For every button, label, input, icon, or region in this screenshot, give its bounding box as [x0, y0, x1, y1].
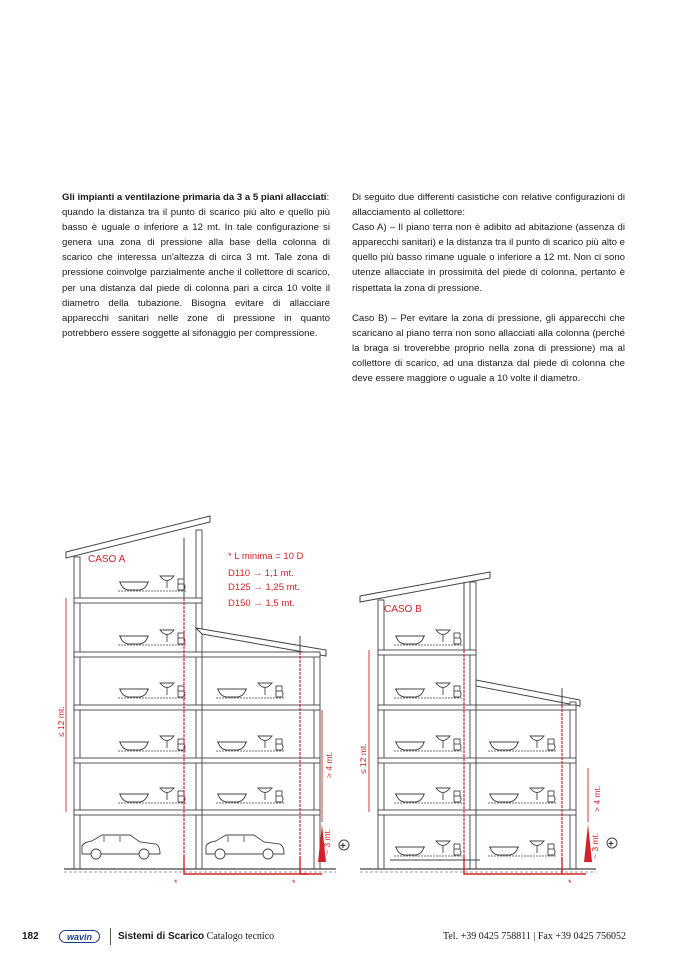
- page-number: 182: [22, 931, 39, 942]
- plus-symbol: +: [340, 841, 346, 852]
- left-column: [62, 190, 330, 341]
- collector-star: *: [174, 878, 178, 888]
- building-diagrams: [56, 512, 630, 892]
- catalog-title: Sistemi di Scarico Catalogo tecnico: [118, 931, 275, 942]
- case-a-label: CASO A: [88, 554, 126, 565]
- page-footer: [0, 925, 678, 949]
- legend-line: D110 → 1,1 mt.: [228, 568, 294, 579]
- left-paragraph: Gli impianti a ventilazione primaria da 3 a 5 piani allacciati: quando la distanza tra il punto di scarico più alto e quello più basso è uguale o inferiore a 12 mt. In tale configurazione si genera una zona di pressione alla base della colonna di scarico che interessa un'altezza di circa 3 mt. Tale zona di pressione coinvolge parzialmente anche il collettore di scarico, per una distanza dal piede di colonna pari a circa 10 volte il diametro della tubazione. Bisogna evitare di allacciare apparecchi sanitari nelle zone di pressione in quanto potrebbero essere soggette al sifonaggio per compressione.: [62, 192, 330, 339]
- case-a-building: [64, 516, 336, 874]
- left-body: quando la distanza tra il punto di scarico più alto e quello più basso è uguale o inferiore a 12 mt. In tale configurazione si genera una zona di pressione alla base della colonna di scarico che interessa un'altezza di circa 3 mt. Tale zona di pressione coinvolge parzialmente anche il collettore di scarico, per una distanza dal piede di colonna pari a circa 10 volte il diametro della tubazione. Bisogna evitare di allacciare apparecchi sanitari nelle zone di pressione in quanto potrebbero essere soggette al sifonaggio per compressione.: [62, 207, 330, 339]
- footer-divider: [110, 928, 111, 945]
- intro-paragraph: Di seguito due differenti casistiche con relative configurazioni di allacciamento al collettore:: [352, 192, 625, 219]
- collector-star: *: [292, 878, 296, 888]
- wavin-logo: wavin: [59, 930, 100, 943]
- case-b-label: CASO B: [384, 604, 422, 615]
- dimension-3m: ~ 3 mt.: [322, 828, 332, 855]
- dimension-12m: ≤ 12 mt.: [358, 743, 368, 774]
- plus-symbol: +: [608, 839, 614, 850]
- section-heading: Gli impianti a ventilazione primaria da 3 a 5 piani allacciati: [62, 192, 327, 203]
- case-b-paragraph: Caso B) – Per evitare la zona di pressione, gli apparecchi che scaricano al piano terra non sono allacciati alla colonna (perché la braga si troverebbe proprio nella zona di pressione) ma al collettore di scarico, ad una distanza dal piede di colonna che deve essere maggiore o uguale a 10 volte il diametro.: [352, 312, 625, 385]
- case-a-paragraph: Caso A) – Il piano terra non è adibito ad abitazione (assenza di apparecchi sanitari) e la distanza tra il punto di scarico più alto e quello più basso rimane uguale o inferiore a 12 mt. Non ci sono utenze allacciate in prossimità del piede di colonna, pertanto è rispettata la zona di pressione.: [352, 222, 625, 294]
- dimension-12m: ≤ 12 mt.: [56, 706, 66, 737]
- legend-line: * L minima = 10 D: [228, 551, 304, 562]
- dimension-3m: ~ 3 mt.: [590, 832, 600, 859]
- dimension-4m: > 4 mt.: [324, 751, 334, 778]
- right-column: [352, 190, 625, 386]
- legend-line: D150 → 1,5 mt.: [228, 598, 295, 609]
- legend-line: D125 → 1,25 mt.: [228, 582, 300, 593]
- case-b-building: [360, 572, 596, 874]
- collector-star: *: [568, 878, 572, 888]
- contact-info: Tel. +39 0425 758811 | Fax +39 0425 756052: [442, 931, 626, 942]
- dimension-4m: > 4 mt.: [592, 785, 602, 812]
